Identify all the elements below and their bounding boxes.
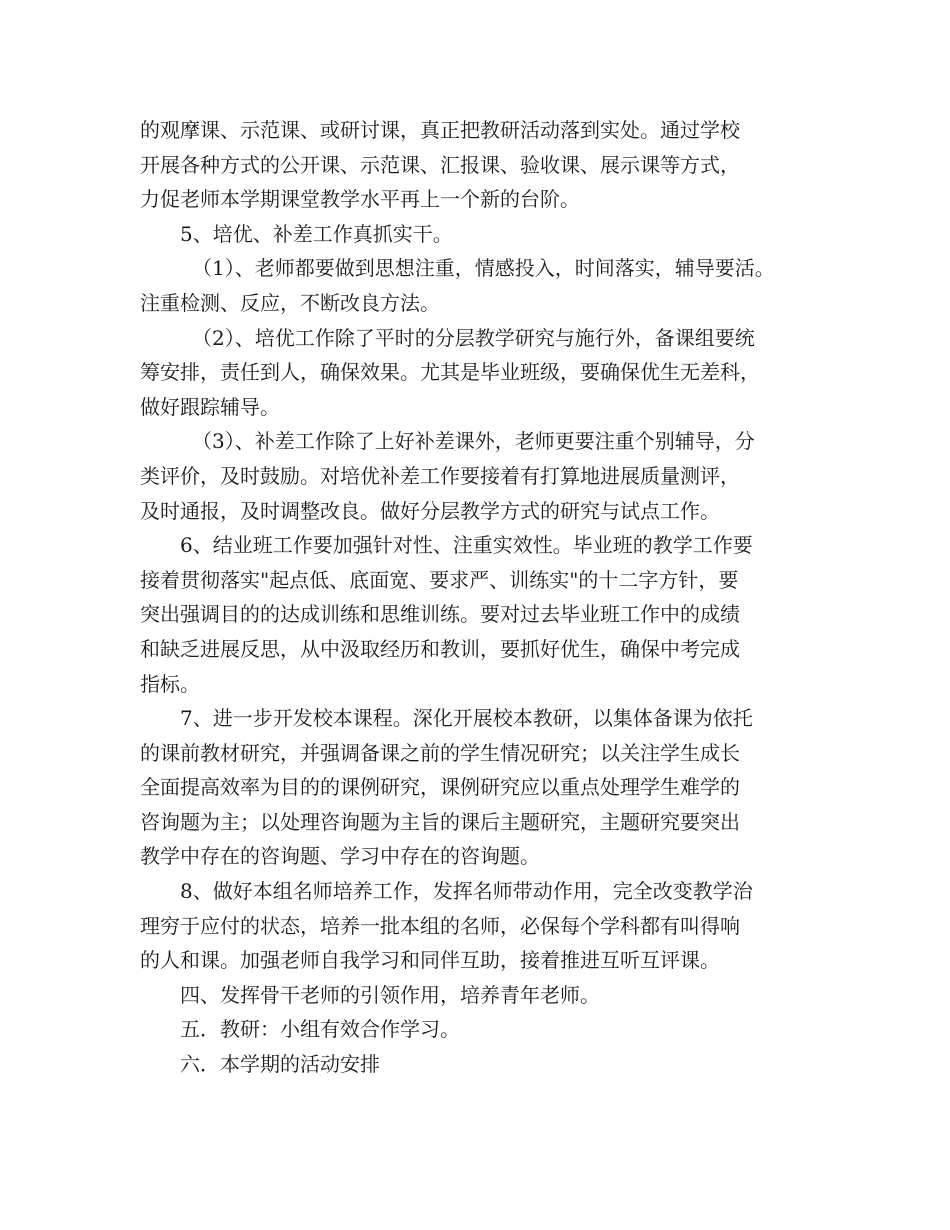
text-line: 5、培优、补差工作真抓实干。 <box>180 221 453 246</box>
text-line: 类评价，及时鼓励。对培优补差工作要接着有打算地进展质量测评， <box>140 463 740 488</box>
text-line: 8、做好本组名师培养工作，发挥名师带动作用，完全改变教学治 <box>180 879 753 904</box>
text-line: （2）、培优工作除了平时的分层教学研究与施行外，备课组要统 <box>192 325 755 350</box>
text-line: 六．本学期的活动安排 <box>180 1052 380 1077</box>
text-line: 教学中存在的咨询题、学习中存在的咨询题。 <box>140 844 540 869</box>
text-line: 注重检测、反应，不断改良方法。 <box>140 290 440 315</box>
text-line: 指标。 <box>140 671 200 696</box>
text-line: 的课前教材研究，并强调备课之前的学生情况研究；以关注学生成长 <box>140 740 740 765</box>
text-line: 理穷于应付的状态，培养一批本组的名师，必保每个学科都有叫得响 <box>140 913 740 938</box>
text-line: （1）、老师都要做到思想注重，情感投入，时间落实，辅导要活。 <box>192 256 775 281</box>
text-line: 五．教研：小组有效合作学习。 <box>180 1017 460 1042</box>
text-line: 接着贯彻落实"起点低、底面宽、要求严、训练实"的十二字方针，要 <box>140 567 739 592</box>
text-line: 开展各种方式的公开课、示范课、汇报课、验收课、展示课等方式， <box>140 152 740 177</box>
text-line: 咨询题为主；以处理咨询题为主旨的课后主题研究，主题研究要突出 <box>140 809 740 834</box>
text-line: 突出强调目的的达成训练和思维训练。要对过去毕业班工作中的成绩 <box>140 602 740 627</box>
text-line: 6、结业班工作要加强针对性、注重实效性。毕业班的教学工作要 <box>180 533 753 558</box>
text-line: 的人和课。加强老师自我学习和同伴互助，接着推进互听互评课。 <box>140 948 720 973</box>
text-line: 筹安排，责任到人，确保效果。尤其是毕业班级，要确保优生无差科， <box>140 360 760 385</box>
text-line: （3）、补差工作除了上好补差课外，老师更要注重个别辅导，分 <box>192 429 755 454</box>
text-line: 的观摩课、示范课、或研讨课，真正把教研活动落到实处。通过学校 <box>140 118 740 142</box>
text-line: 和缺乏进展反思，从中汲取经历和教训，要抓好优生，确保中考完成 <box>140 636 740 661</box>
text-line: 7、进一步开发校本课程。深化开展校本教研，以集体备课为依托 <box>180 706 753 731</box>
text-line: 做好跟踪辅导。 <box>140 394 280 419</box>
text-line: 力促老师本学期课堂教学水平再上一个新的台阶。 <box>140 187 580 212</box>
text-line: 四、发挥骨干老师的引领作用，培养青年老师。 <box>180 982 600 1007</box>
document-body <box>140 113 840 1082</box>
text-line: 及时通报，及时调整改良。做好分层教学方式的研究与试点工作。 <box>140 498 720 523</box>
text-line: 全面提高效率为目的的课例研究，课例研究应以重点处理学生难学的 <box>140 775 740 800</box>
